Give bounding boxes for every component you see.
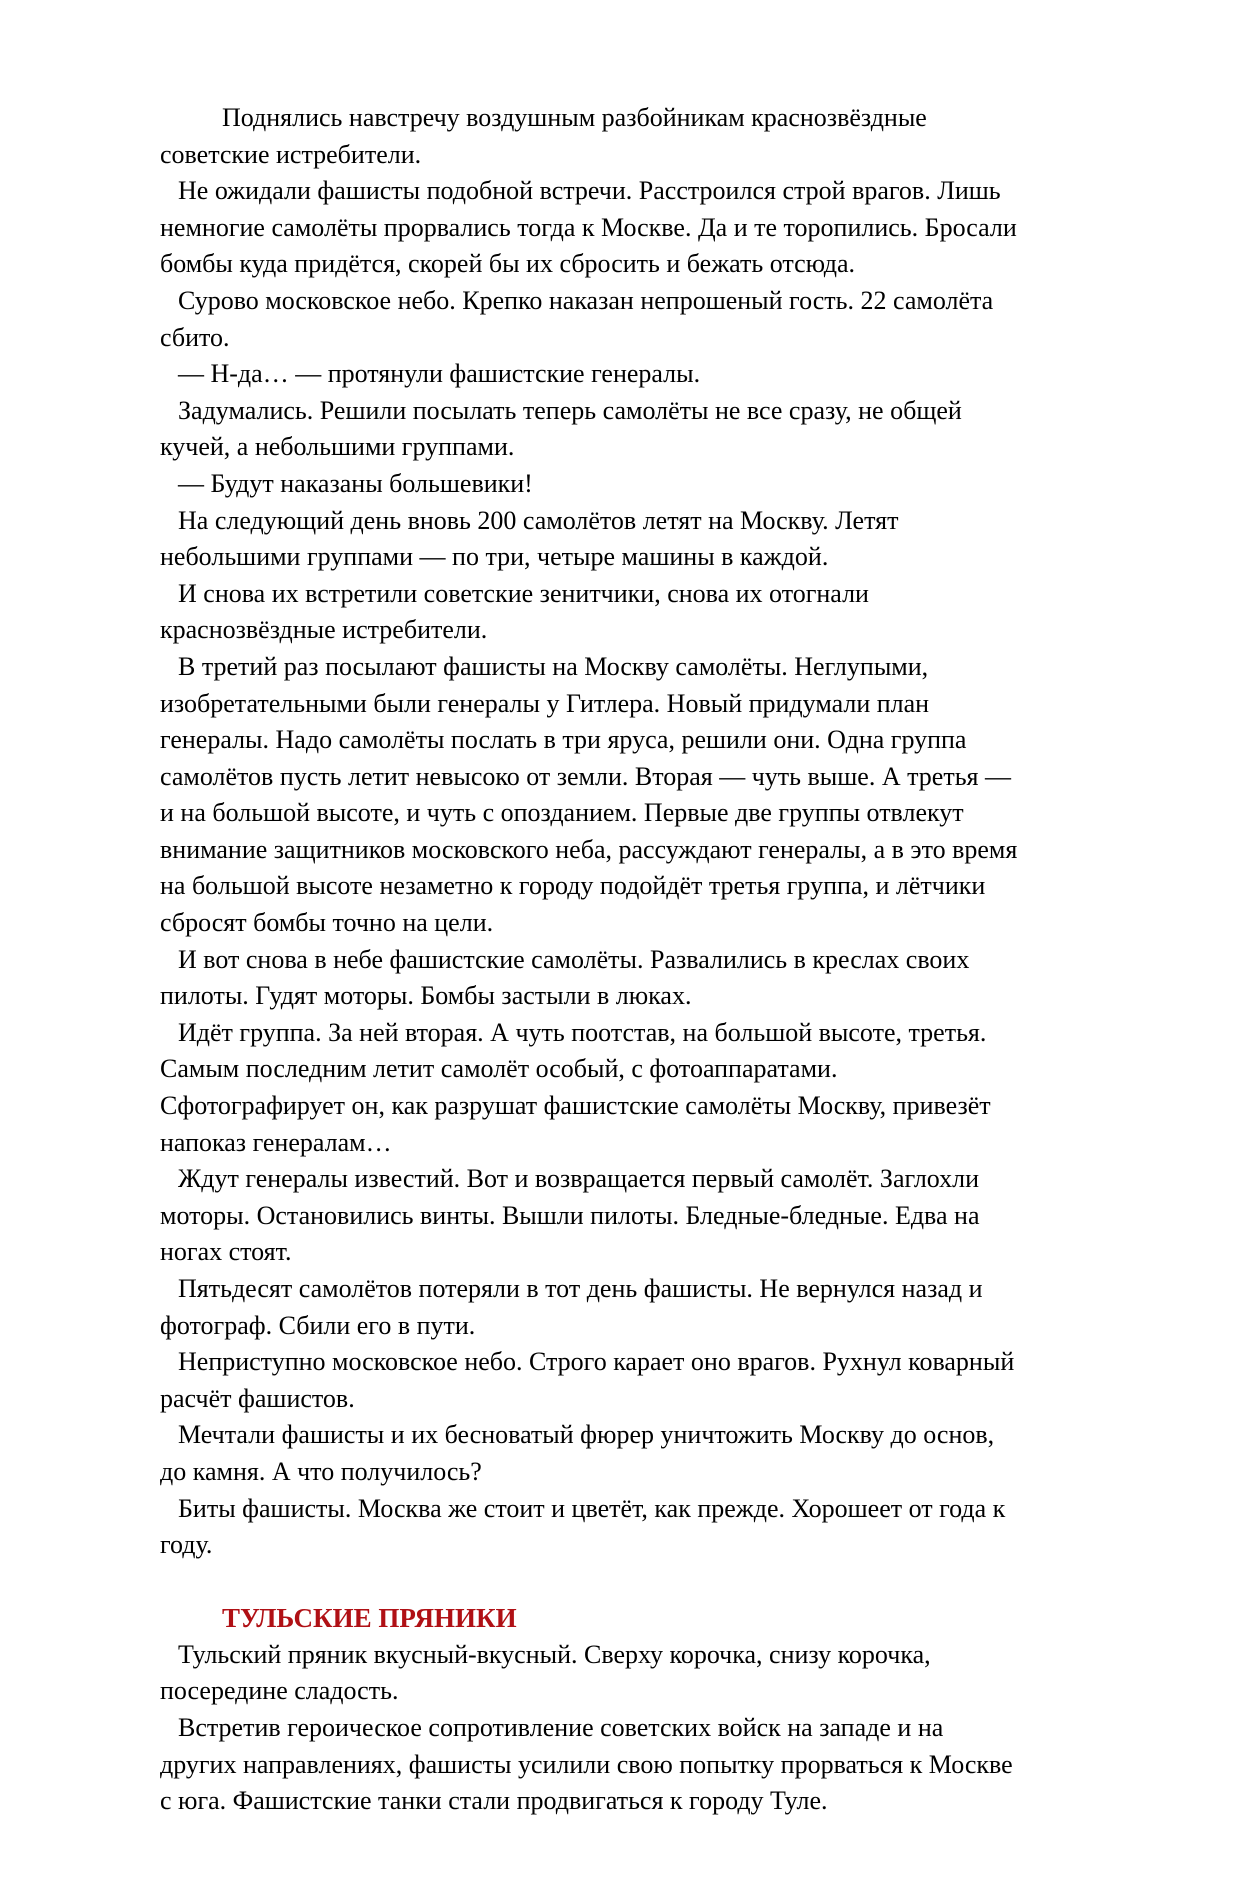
paragraph: Задумались. Решили посылать теперь самолёты не все сразу, не общей кучей, а небольшими группами. [160,395,962,462]
paragraph: Ждут генералы известий. Вот и возвращается первый самолёт. Заглохли моторы. Остановились винты. Вышли пилоты. Бледные-бледные. Едва на ногах стоят. [160,1164,980,1267]
section-heading: ТУЛЬСКИЕ ПРЯНИКИ [222,1602,517,1633]
paragraph: На следующий день вновь 200 самолётов летят на Москву. Летят небольшими группами — по три, четыре машины в каждой. [160,505,899,572]
paragraph: Идёт группа. За ней вторая. А чуть поотстав, на большой высоте, третья. Самым последним летит самолёт особый, с фотоаппаратами. Сфотографирует он, как разрушат фашистские самолёты Москву, привезёт напоказ генералам… [160,1017,991,1157]
paragraph: И снова их встретили советские зенитчики, снова их отогнали краснозвёздные истребители. [160,578,869,645]
paragraph: Встретив героическое сопротивление советских войск на западе и на других направлениях, фашисты усилили свою попытку прорваться к Москве с юга. Фашистские танки стали продвигаться к городу Туле. [160,1712,1013,1816]
paragraph: В третий раз посылают фашисты на Москву самолёты. Неглупыми, изобретательными были генералы у Гитлера. Новый придумали план генералы. Надо самолёты послать в три яруса, решили они. Одна группа самолётов пусть летит невысоко от земли. Вторая — чуть выше. А третья — и на большой высоте, и чуть с опозданием. Первые две группы отвлекут внимание защитников московского неба, рассуждают генералы, а в это время на большой высоте незаметно к городу подойдёт третья группа, и лётчики сбросят бомбы точно на цели. [160,651,1018,938]
paragraph-dialogue: — Н-да… — протянули фашистские генералы. [178,359,701,389]
paragraph-dialogue: — Будут наказаны большевики! [178,468,533,498]
paragraph: Не ожидали фашисты подобной встречи. Расстроился строй врагов. Лишь немногие самолёты прорвались тогда к Москве. Да и те торопились. Бросали бомбы куда придётся, скорей бы их сбросить и бежать отсюда. [160,176,1017,279]
paragraph: Биты фашисты. Москва же стоит и цветёт, как прежде. Хорошеет от года к году. [160,1493,1006,1560]
paragraph: Тульский пряник вкусный-вкусный. Сверху корочка, снизу корочка, посередине сладость. [160,1639,931,1706]
paragraph: Неприступно московское небо. Строго карает оно врагов. Рухнул коварный расчёт фашистов. [160,1347,1015,1413]
paragraph: И вот снова в небе фашистские самолёты. Развалились в креслах своих пилоты. Гудят моторы. Бомбы застыли в люках. [160,944,970,1011]
paragraph: Поднялись навстречу воздушным разбойникам краснозвёздные советские истребители. [160,103,927,169]
paragraph: Пятьдесят самолётов потеряли в тот день фашисты. Не вернулся назад и фотограф. Сбили его в пути. [160,1274,983,1340]
paragraph: Сурово московское небо. Крепко наказан непрошеный гость. 22 самолёта сбито. [160,285,994,352]
paragraph: Мечтали фашисты и их бесноватый фюрер уничтожить Москву до основ, до камня. А что получилось? [160,1420,995,1486]
